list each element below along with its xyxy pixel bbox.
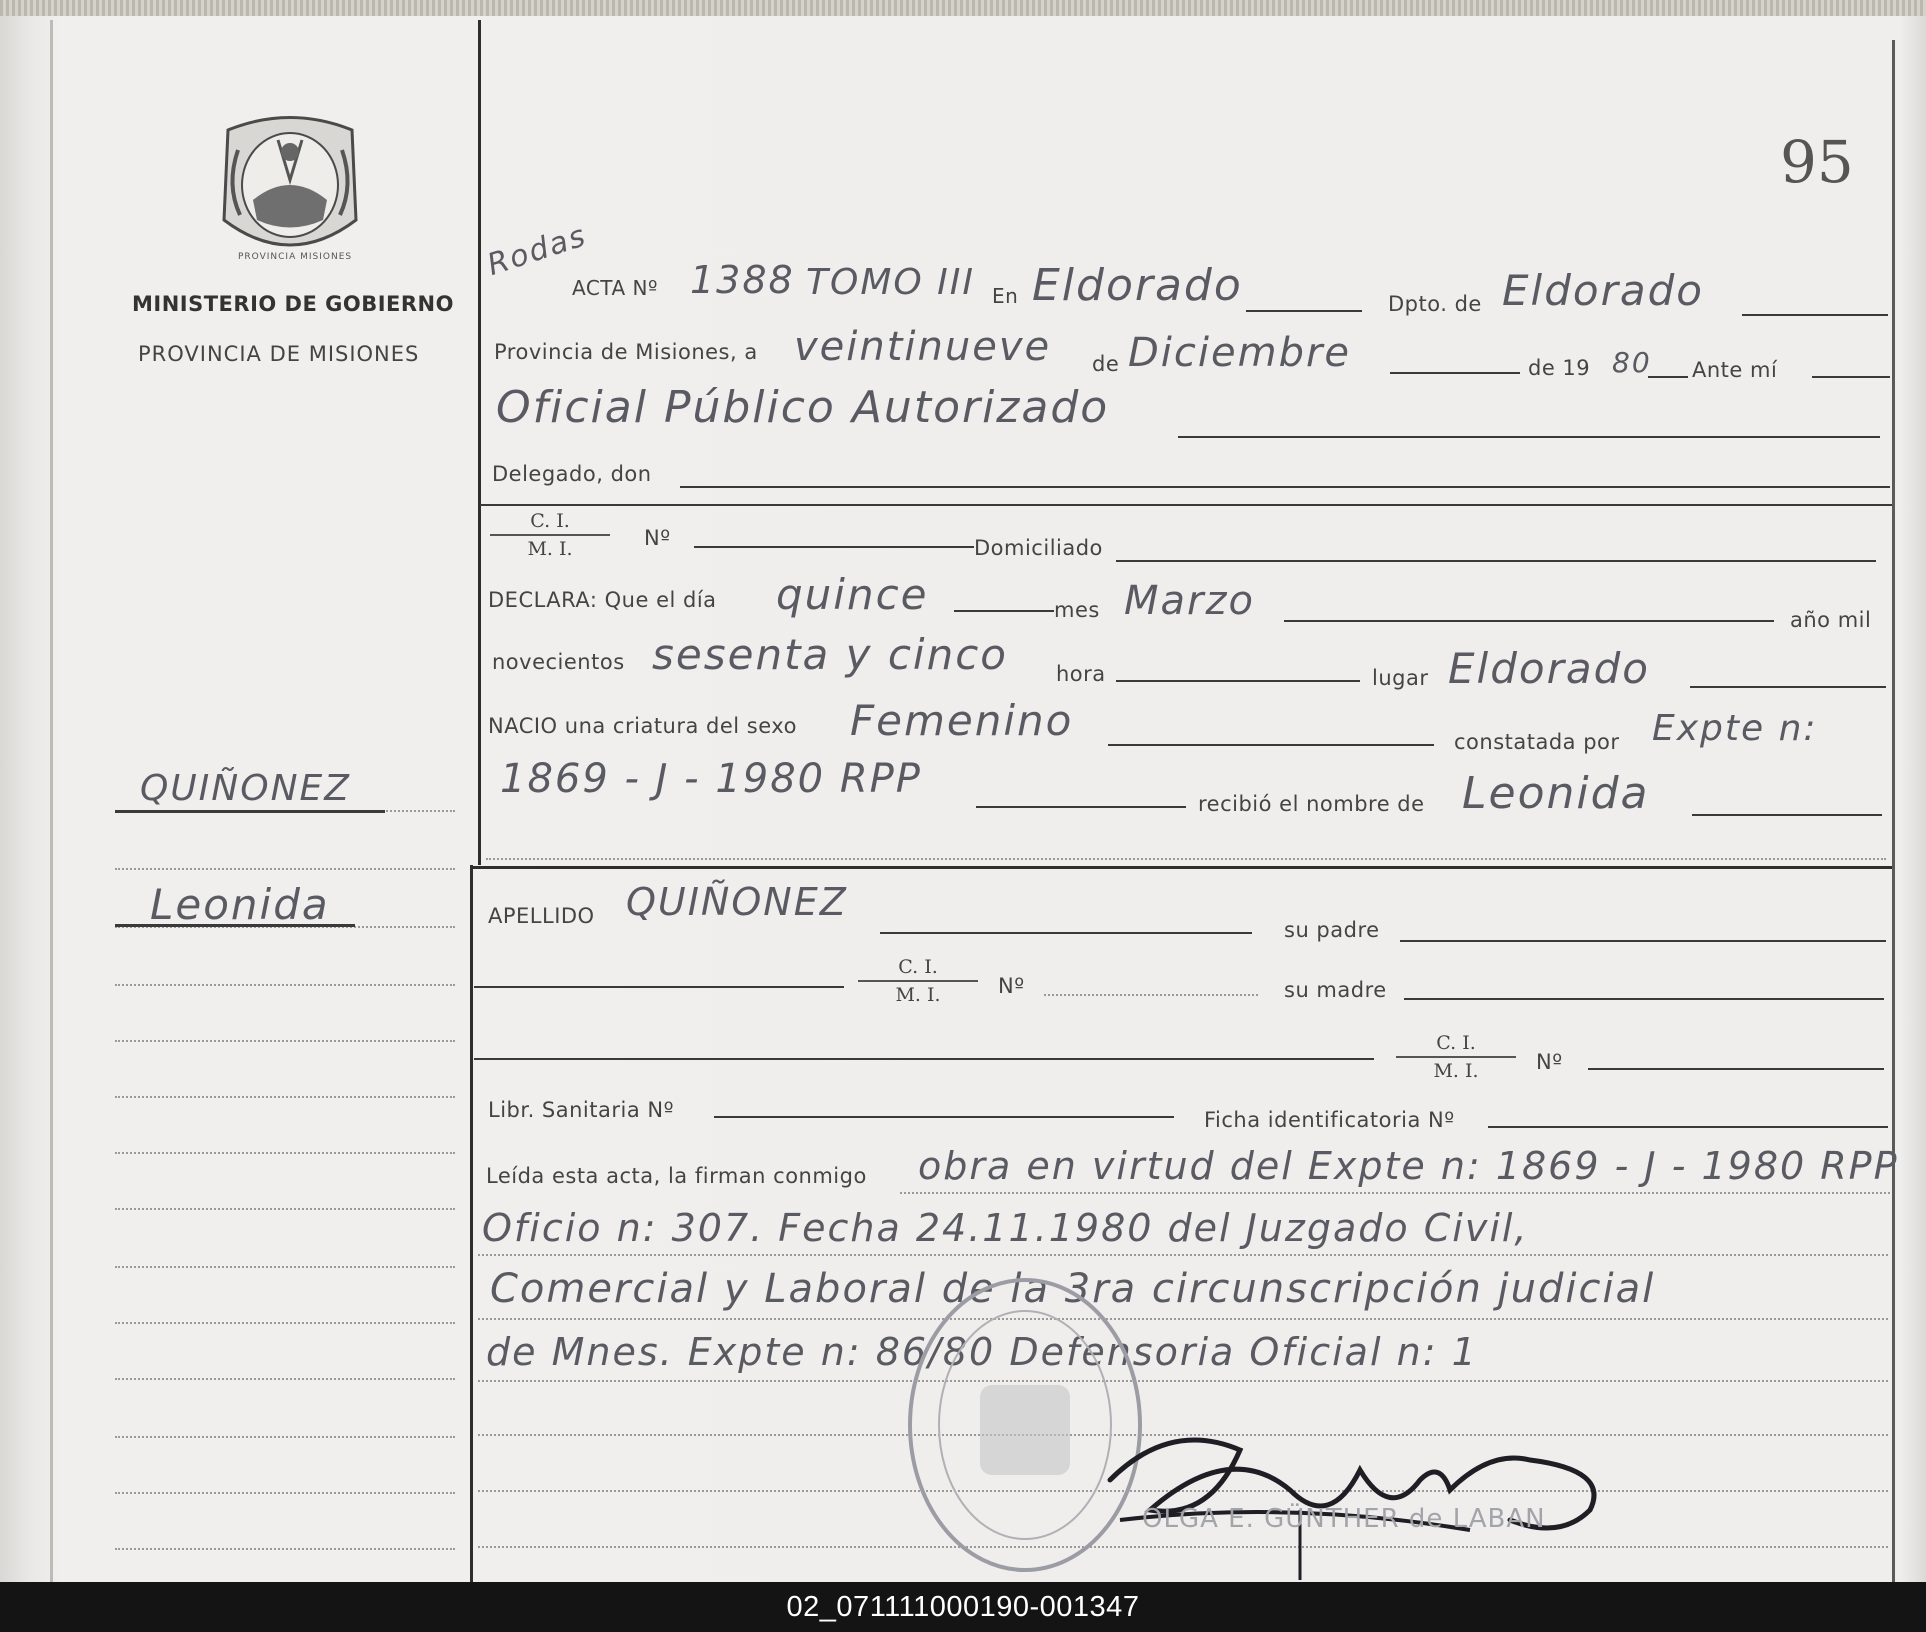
form-right-border bbox=[1892, 40, 1895, 1582]
line-su-madre bbox=[1404, 998, 1884, 1000]
label-nacio: NACIO una criatura del sexo bbox=[488, 714, 797, 738]
hw-obs-line-1: obra en virtud del Expte n: 1869 - J - 1980 RPP bbox=[918, 1144, 1899, 1188]
top-edge bbox=[0, 0, 1926, 16]
line-lugar-nac bbox=[1690, 686, 1886, 688]
sidebar-line bbox=[115, 1378, 455, 1380]
ci-label: C. I. bbox=[1396, 1032, 1516, 1058]
hw-sexo: Femenino bbox=[850, 696, 1074, 745]
line-dia-nac bbox=[954, 610, 1054, 612]
label-acta: ACTA Nº bbox=[572, 276, 658, 300]
label-novecientos: novecientos bbox=[492, 650, 625, 674]
line-libr-sanitaria bbox=[714, 1116, 1174, 1118]
sidebar-line bbox=[115, 1208, 455, 1210]
hw-obs-line-2: Oficio n: 307. Fecha 24.11.1980 del Juzgado Civil, bbox=[482, 1206, 1529, 1250]
hw-tomo: TOMO III bbox=[806, 262, 976, 303]
label-su-padre: su padre bbox=[1284, 918, 1380, 942]
label-constatada: constatada por bbox=[1454, 730, 1620, 754]
line-ficha bbox=[1488, 1126, 1888, 1128]
hw-acta-number: 1388 bbox=[690, 258, 795, 302]
line-su-padre bbox=[1400, 940, 1886, 942]
sidebar-given-name: Leonida bbox=[150, 880, 330, 929]
blank-dotted-line bbox=[486, 858, 1886, 860]
hw-expte-line: 1869 - J - 1980 RPP bbox=[500, 756, 922, 802]
label-mes: mes bbox=[1054, 598, 1100, 622]
ci-label: C. I. bbox=[858, 956, 978, 982]
label-de-19: de 19 bbox=[1528, 356, 1591, 380]
hw-anio-fecha: 80 bbox=[1612, 346, 1652, 379]
form-left-border bbox=[478, 20, 481, 865]
hw-dia-fecha: veintinueve bbox=[794, 324, 1052, 370]
hw-anio-nac: sesenta y cinco bbox=[652, 630, 1008, 679]
line-mes-nac bbox=[1284, 620, 1774, 622]
line-padre-ci bbox=[474, 986, 844, 988]
sidebar-line bbox=[115, 868, 455, 870]
line-no-1 bbox=[694, 546, 974, 548]
hw-en-lugar: Eldorado bbox=[1032, 260, 1243, 311]
sidebar-surname: QUIÑONEZ bbox=[140, 768, 351, 809]
label-en: En bbox=[992, 284, 1019, 308]
hw-oficial: Oficial Público Autorizado bbox=[496, 382, 1110, 433]
line-sexo bbox=[1108, 744, 1434, 746]
signature-icon bbox=[1090, 1400, 1610, 1580]
label-de-1: de bbox=[1092, 352, 1120, 376]
form-left-border-lower bbox=[470, 865, 473, 1582]
label-no-1: Nº bbox=[644, 526, 671, 550]
section-divider bbox=[472, 866, 1892, 869]
province-seal-icon bbox=[218, 110, 362, 260]
sidebar-line bbox=[115, 1492, 455, 1494]
obs-dotted-2 bbox=[478, 1254, 1888, 1256]
label-apellido: APELLIDO bbox=[488, 904, 595, 928]
line-oficial bbox=[1178, 436, 1880, 438]
label-domiciliado: Domiciliado bbox=[974, 536, 1103, 560]
sidebar-line bbox=[115, 984, 455, 986]
obs-dotted-4 bbox=[478, 1380, 1888, 1382]
ci-mi-fraction bbox=[490, 510, 610, 560]
label-no-3: Nº bbox=[1536, 1050, 1563, 1074]
hw-mes-fecha: Diciembre bbox=[1128, 330, 1352, 376]
line-no-2 bbox=[1044, 994, 1258, 996]
line-expte bbox=[976, 806, 1186, 808]
hw-rodas: Rodas bbox=[483, 218, 592, 283]
line-madre-name bbox=[474, 1058, 1374, 1060]
label-su-madre: su madre bbox=[1284, 978, 1387, 1002]
mi-label: M. I. bbox=[895, 984, 941, 1006]
stamp-name: OLGA E. GÜNTHER de LABAN bbox=[1142, 1504, 1546, 1534]
label-declara: DECLARA: Que el día bbox=[488, 588, 717, 612]
ci-mi-fraction-padre bbox=[858, 956, 978, 1006]
mi-label: M. I. bbox=[1433, 1060, 1479, 1082]
line-mes-fecha bbox=[1390, 372, 1520, 374]
line-dpto bbox=[1742, 314, 1888, 316]
binding-edge bbox=[50, 20, 53, 1582]
label-provincia: Provincia de Misiones, a bbox=[494, 340, 758, 364]
line-ante-mi bbox=[1812, 376, 1890, 378]
sidebar-line bbox=[115, 1322, 455, 1324]
seal-text: PROVINCIA MISIONES bbox=[238, 252, 353, 262]
line-apellido bbox=[880, 932, 1252, 934]
hw-lugar-nac: Eldorado bbox=[1448, 644, 1650, 693]
province-title: PROVINCIA DE MISIONES bbox=[138, 342, 420, 366]
sidebar-line bbox=[115, 1266, 455, 1268]
sidebar-surname-underline bbox=[115, 810, 385, 813]
obs-dotted-3 bbox=[478, 1318, 1888, 1320]
mi-label: M. I. bbox=[527, 538, 573, 560]
label-hora: hora bbox=[1056, 662, 1106, 686]
ministry-title: MINISTERIO DE GOBIERNO bbox=[132, 292, 454, 316]
line-nombre bbox=[1692, 814, 1882, 816]
label-leida: Leída esta acta, la firman conmigo bbox=[486, 1164, 867, 1188]
sidebar-line bbox=[115, 1040, 455, 1042]
hw-nombre: Leonida bbox=[1462, 768, 1650, 819]
hw-obs-line-4: de Mnes. Expte n: 86/80 Defensoria Oficial n: 1 bbox=[486, 1330, 1478, 1374]
label-libr-sanitaria: Libr. Sanitaria Nº bbox=[488, 1098, 674, 1122]
ci-mi-fraction-madre bbox=[1396, 1032, 1516, 1082]
line-en bbox=[1246, 310, 1362, 312]
line-delegado bbox=[680, 486, 1890, 488]
label-no-2: Nº bbox=[998, 974, 1025, 998]
page-number: 95 bbox=[1780, 128, 1854, 196]
sidebar-line bbox=[115, 1436, 455, 1438]
label-ficha: Ficha identificatoria Nº bbox=[1204, 1108, 1455, 1132]
label-lugar: lugar bbox=[1372, 666, 1429, 690]
form-divider bbox=[480, 504, 1892, 506]
sidebar-line bbox=[115, 1548, 455, 1550]
label-recibio: recibió el nombre de bbox=[1198, 792, 1425, 816]
file-id-caption: 02_071111000190-001347 bbox=[0, 1582, 1926, 1632]
line-hora bbox=[1116, 680, 1360, 682]
line-domiciliado bbox=[1116, 560, 1876, 562]
sidebar-line bbox=[115, 1096, 455, 1098]
hw-apellido: QUIÑONEZ bbox=[626, 880, 848, 924]
ci-label: C. I. bbox=[490, 510, 610, 536]
label-anio-mil: año mil bbox=[1790, 608, 1872, 632]
line-anio-fecha bbox=[1648, 376, 1688, 378]
hw-mes-nac: Marzo bbox=[1124, 578, 1255, 624]
hw-dpto: Eldorado bbox=[1502, 266, 1704, 315]
label-ante-mi: Ante mí bbox=[1692, 358, 1778, 382]
hw-constatada: Expte n: bbox=[1652, 708, 1818, 749]
hw-obs-line-3: Comercial y Laboral de la 3ra circunscripción judicial bbox=[490, 1266, 1656, 1312]
sidebar-given-name-underline bbox=[115, 924, 355, 927]
label-dpto: Dpto. de bbox=[1388, 292, 1482, 316]
hw-dia-nac: quince bbox=[776, 570, 929, 619]
sidebar-line bbox=[115, 1152, 455, 1154]
line-no-3 bbox=[1588, 1068, 1884, 1070]
label-delegado: Delegado, don bbox=[492, 462, 652, 486]
obs-dotted-1 bbox=[900, 1192, 1890, 1194]
